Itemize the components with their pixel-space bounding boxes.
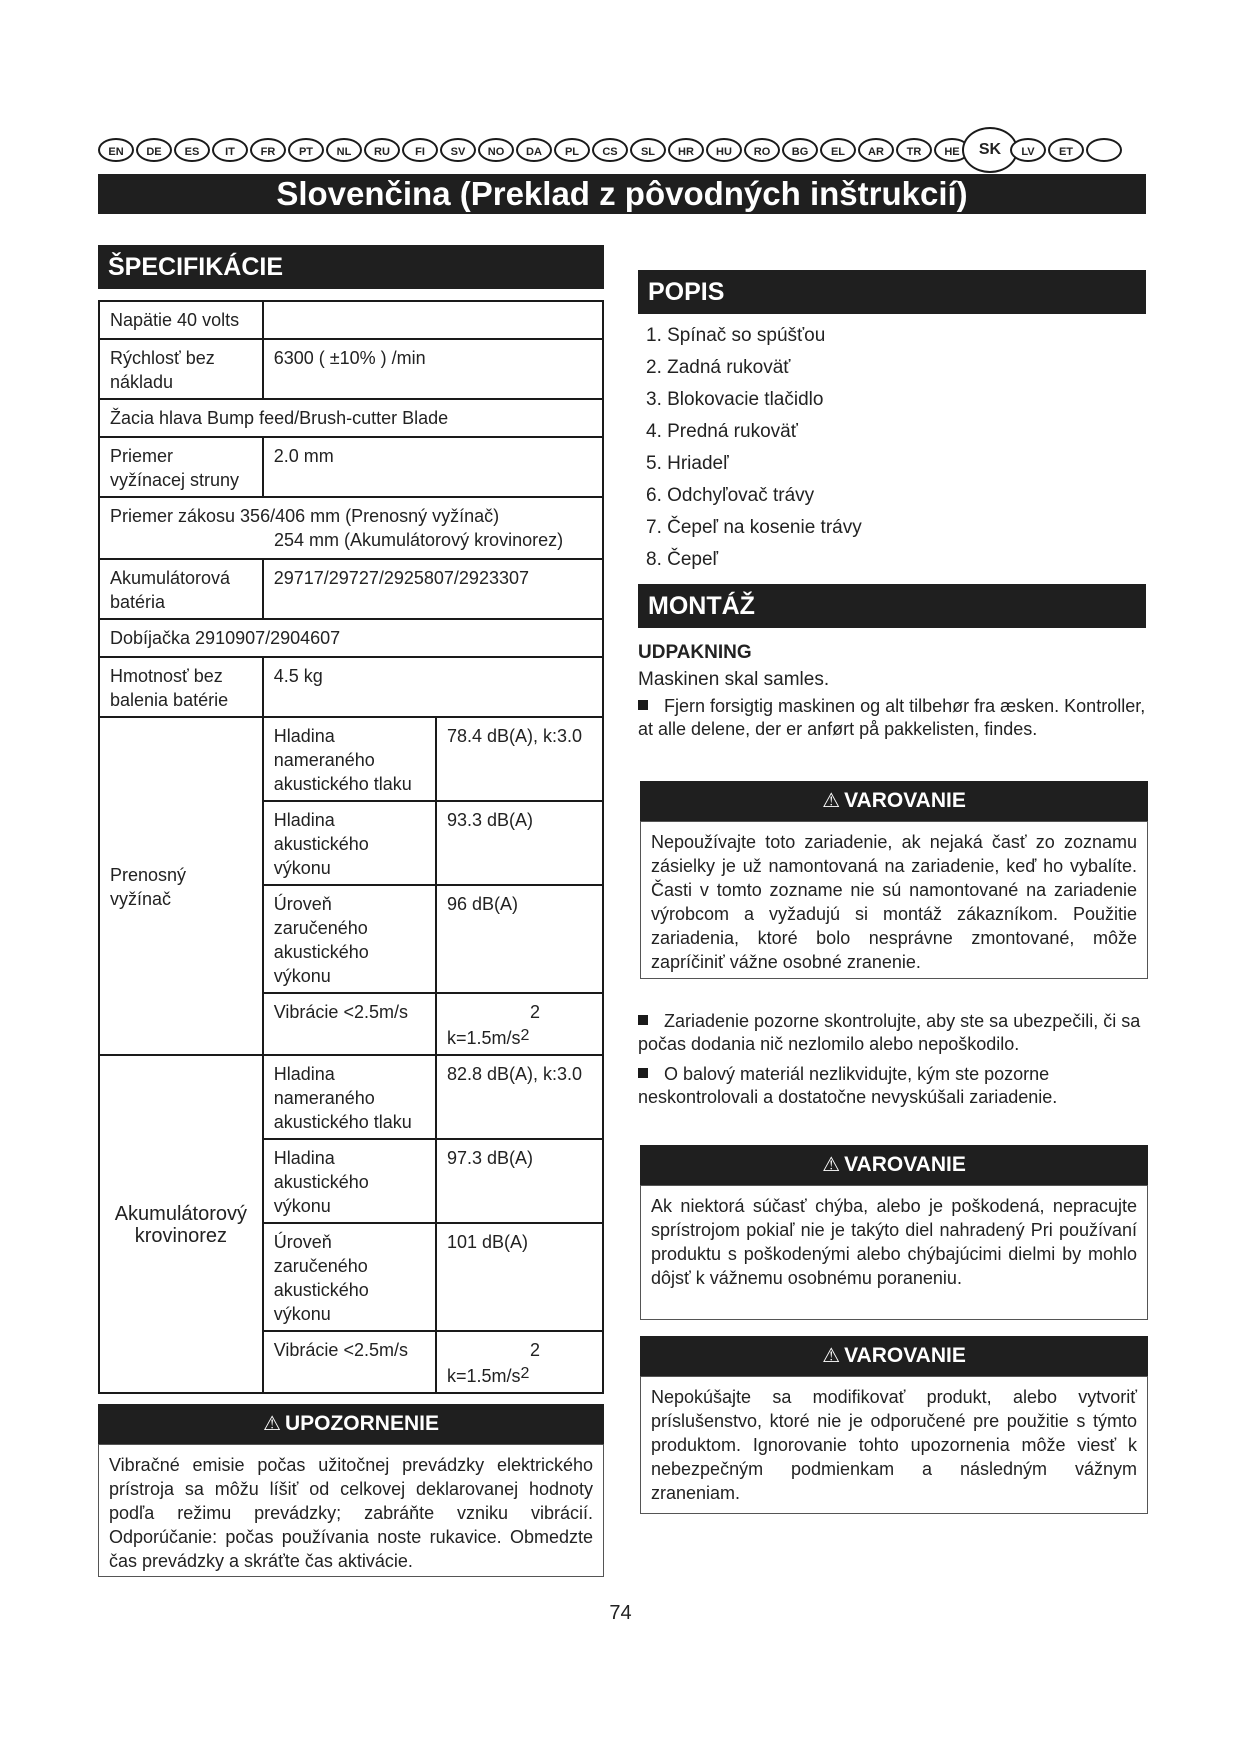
- trimmer-spl-value: 78.4 dB(A), k:3.0: [436, 717, 603, 801]
- warning-icon: ⚠: [822, 1345, 841, 1367]
- language-tab-da: DA: [516, 138, 552, 162]
- trimmer-swl-label: Hladina akustického výkonu: [263, 801, 436, 885]
- spec-battery-value: 29717/29727/2925807/2923307: [263, 559, 603, 619]
- table-row: [99, 399, 603, 437]
- spec-cut-width-value: 254 mm (Akumulátorový krovinorez): [274, 530, 564, 550]
- trimmer-vib-text: k=1.5m/s: [446, 1028, 521, 1048]
- brushcutter-vib-text: k=1.5m/s: [446, 1366, 521, 1386]
- trimmer-label: Prenosný vyžínač: [99, 717, 263, 1055]
- list-item: 1. Spínač so spúšťou: [646, 325, 826, 346]
- language-tab-empty: [1086, 138, 1122, 162]
- table-row: [99, 657, 603, 717]
- language-tab-tr: TR: [896, 138, 932, 162]
- language-tab-it: IT: [212, 138, 248, 162]
- spec-weight-label: Hmotnosť bez balenia batérie: [99, 657, 263, 717]
- table-row: [99, 301, 603, 339]
- trimmer-swl-value: 93.3 dB(A): [436, 801, 603, 885]
- brushcutter-vib-text-sup: 2: [520, 1365, 530, 1382]
- language-tab-ar: AR: [858, 138, 894, 162]
- montaz-subheading: UDPAKNING: [638, 642, 752, 663]
- warning-heading-text: VAROVANIE: [844, 1153, 966, 1176]
- warning-3-heading: [640, 1336, 1148, 1376]
- warning-1-heading: [640, 781, 1148, 821]
- montaz-bullet-1: [638, 695, 1146, 741]
- language-tab-sl: SL: [630, 138, 666, 162]
- trimmer-spl-label: Hladina nameraného akustického tlaku: [263, 717, 436, 801]
- warning-icon: ⚠: [822, 790, 841, 812]
- spec-line-diameter-value: 2.0 mm: [263, 437, 603, 497]
- trimmer-vib-text-sup: 2: [520, 1027, 530, 1044]
- language-tab-nl: NL: [326, 138, 362, 162]
- list-item: 7. Čepeľ na kosenie trávy: [646, 517, 862, 538]
- list-item: 8. Čepeľ: [646, 549, 719, 570]
- language-tab-de: DE: [136, 138, 172, 162]
- language-tab-hu: HU: [706, 138, 742, 162]
- montaz-bullet-3: [638, 1063, 1146, 1109]
- spec-battery-label: Akumulátorová batéria: [99, 559, 263, 619]
- montaz-intro: Maskinen skal samles.: [638, 669, 830, 690]
- language-tab-pl: PL: [554, 138, 590, 162]
- spec-charger: Dobíjačka 2910907/2904607: [99, 619, 603, 657]
- trimmer-gswl-label: Úroveň zaručeného akustického výkonu: [263, 885, 436, 993]
- notice-text: Vibračné emisie počas užitočnej prevádzky elektrického prístroja sa môžu líšiť od celkovej deklarovanej hodnoty podľa režimu prevádzky; zabráňte vzniku vibrácií. Odporúčanie: počas používania noste rukavice. Obmedzte čas prevádzky a skráťte čas aktivácie.: [98, 1444, 604, 1577]
- brushcutter-gswl-value: 101 dB(A): [436, 1223, 603, 1331]
- table-row: [99, 497, 603, 559]
- language-tab-no: NO: [478, 138, 514, 162]
- montaz-bullet-2: [638, 1010, 1146, 1056]
- language-tab-pt: PT: [288, 138, 324, 162]
- montaz-heading: MONTÁŽ: [638, 584, 1146, 628]
- trimmer-vib-value: [436, 993, 603, 1055]
- list-item: 5. Hriadeľ: [646, 453, 729, 474]
- language-tab-en: EN: [98, 138, 134, 162]
- warning-2-heading: [640, 1145, 1148, 1185]
- spec-voltage: Napätie 40 volts: [99, 301, 263, 339]
- language-tab-bg: BG: [782, 138, 818, 162]
- language-tab-ru: RU: [364, 138, 400, 162]
- language-tab-sk: SK: [962, 127, 1018, 173]
- bullet-square-icon: [638, 1015, 648, 1025]
- specs-table: [98, 300, 604, 1394]
- language-tab-ro: RO: [744, 138, 780, 162]
- warning-1-text: Nepoužívajte toto zariadenie, ak nejaká časť zo zoznamu zásielky je už namontovaná na zariadenie, keď ho vybalíte. Časti v tomto zozname nie sú namontované na zariadenie výrobcom a vyžadujú si montáž zákazníkom. Použitie zariadenia, ktoré bolo nesprávne zmontované, môže zapríčiniť vážne osobné zranenie.: [640, 821, 1148, 979]
- brushcutter-vib-value: [436, 1331, 603, 1393]
- brushcutter-spl-value: 82.8 dB(A), k:3.0: [436, 1055, 603, 1139]
- page-number: 74: [609, 1602, 632, 1624]
- language-tab-sv: SV: [440, 138, 476, 162]
- language-tab-he: HE: [934, 138, 970, 162]
- trimmer-vib-label: Vibrácie <2.5m/s: [263, 993, 436, 1055]
- brushcutter-spl-label: Hladina nameraného akustického tlaku: [263, 1055, 436, 1139]
- bullet-text: O balový materiál nezlikvidujte, kým ste pozorne neskontrolovali a dostatočne nevyskúšali zariadenie.: [638, 1064, 1058, 1107]
- table-row: [99, 339, 603, 399]
- page-title: Slovenčina (Preklad z pôvodných inštrukcií): [98, 174, 1146, 214]
- warning-3-text: Nepokúšajte sa modifikovať produkt, alebo vytvoriť príslušenstvo, ktoré nie je odporučené pre použitie s týmto produktom. Ignorovanie tohto upozornenia môže viesť k nebezpečným podmienkam a následným vážnym zraneniam.: [640, 1376, 1148, 1514]
- warning-heading-text: VAROVANIE: [844, 789, 966, 812]
- language-tab-el: EL: [820, 138, 856, 162]
- trimmer-gswl-value: 96 dB(A): [436, 885, 603, 993]
- spec-speed-value: 6300 ( ±10% ) /min: [263, 339, 603, 399]
- bullet-text: Fjern forsigtig maskinen og alt tilbehør fra æsken. Kontroller, at alle delene, der er anført på pakkelisten, findes.: [638, 696, 1146, 739]
- notice-heading: [98, 1404, 604, 1444]
- popis-list: [646, 320, 862, 576]
- list-item: 6. Odchyľovač trávy: [646, 485, 815, 506]
- table-row: [99, 717, 603, 801]
- bullet-text: Zariadenie pozorne skontrolujte, aby ste sa ubezpečili, či sa počas dodania nič nezlomilo alebo nepoškodilo.: [638, 1011, 1141, 1054]
- spec-speed-label: Rýchlosť bez nákladu: [99, 339, 263, 399]
- list-item: 3. Blokovacie tlačidlo: [646, 389, 824, 410]
- warning-icon: ⚠: [263, 1413, 281, 1435]
- popis-heading: POPIS: [638, 270, 1146, 314]
- language-tab-es: ES: [174, 138, 210, 162]
- language-tab-fi: FI: [402, 138, 438, 162]
- table-row: [99, 437, 603, 497]
- notice-heading-text: UPOZORNENIE: [284, 1412, 439, 1435]
- brushcutter-vib-label: Vibrácie <2.5m/s: [263, 1331, 436, 1393]
- brushcutter-gswl-label: Úroveň zaručeného akustického výkonu: [263, 1223, 436, 1331]
- warning-heading-text: VAROVANIE: [844, 1344, 966, 1367]
- list-item: 2. Zadná rukoväť: [646, 357, 791, 378]
- spec-cutting-head: Žacia hlava Bump feed/Brush-cutter Blade: [99, 399, 603, 437]
- language-tab-cs: CS: [592, 138, 628, 162]
- table-row: [99, 559, 603, 619]
- brushcutter-swl-value: 97.3 dB(A): [436, 1139, 603, 1223]
- list-item: 4. Predná rukoväť: [646, 421, 798, 442]
- table-row: [99, 1055, 603, 1139]
- language-tab-hr: HR: [668, 138, 704, 162]
- spec-weight-value: 4.5 kg: [263, 657, 603, 717]
- language-tabs: [98, 138, 1146, 164]
- warning-icon: ⚠: [822, 1154, 841, 1176]
- language-tab-lv: LV: [1010, 138, 1046, 162]
- brushcutter-vib-sup: 2: [529, 1340, 540, 1360]
- brushcutter-swl-label: Hladina akustického výkonu: [263, 1139, 436, 1223]
- spec-line-diameter-label: Priemer vyžínacej struny: [99, 437, 263, 497]
- language-tab-et: ET: [1048, 138, 1084, 162]
- spec-cut-width: [99, 497, 603, 559]
- brushcutter-label: Akumulátorový krovinorez: [99, 1055, 263, 1393]
- specs-heading: ŠPECIFIKÁCIE: [98, 245, 604, 289]
- language-tab-fr: FR: [250, 138, 286, 162]
- bullet-square-icon: [638, 700, 648, 710]
- warning-2-text: Ak niektorá súčasť chýba, alebo je poškodená, nepracujte sprístrojom pokiaľ nie je takýto diel nahradený Pri používaní produktu s poškodenými alebo chýbajúcimi dielmi by mohlo dôjsť k vážnemu osobnému poraneniu.: [640, 1185, 1148, 1320]
- table-row: [99, 619, 603, 657]
- spec-cut-width-label: Priemer zákosu 356/406 mm (Prenosný vyžínač): [110, 506, 500, 526]
- trimmer-vib-sup: 2: [529, 1002, 540, 1022]
- bullet-square-icon: [638, 1068, 648, 1078]
